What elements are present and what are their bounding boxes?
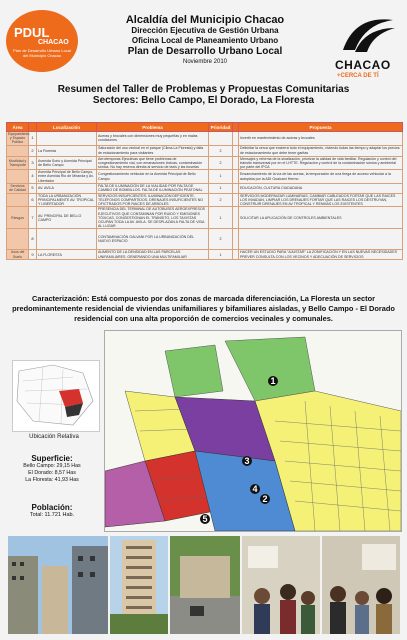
map-marker-2-label: 2	[262, 494, 268, 504]
poster-date: Noviembre 2010	[182, 59, 228, 65]
row-problem: PRESENCIA DEL TERMINAL DE AUTOBUSES AEROEXPRESOS EJECUTIVOS QUE CONTAMINAN POR RUIDO Y EMISIONES TÓXICAS, CONGESTIONAN EL TRÁNSITO, LOS TAXISTAS OCUPAN TODA LA AV. AVILA. SE DESPLAZAN A FALTA DE VIDA AL LUGAR	[97, 207, 209, 229]
col-header-location: Localización	[37, 123, 97, 132]
plan-name: Plan de Desarrollo Urbano Local	[127, 46, 283, 57]
row-proposal: HACER UN ESTUDIO PARA "AJUSTAR" LA ZONIFICACIÓN Y EN LAS NUEVAS NECESIDADES PREVER CONSULTA CON LOS VECINOS Y ADECUACIÓN DE SERVICIOS	[239, 250, 403, 259]
row-location: AV. AVILA	[37, 183, 97, 193]
summary-table	[6, 122, 403, 260]
photo-strip	[8, 536, 400, 634]
chacao-emblem-icon	[335, 10, 401, 58]
table-row	[7, 132, 403, 146]
photo-buildings	[8, 536, 108, 634]
row-priority: 2	[209, 156, 233, 170]
map-marker-1-label: 1	[270, 376, 276, 386]
row-area: Movilidad y Transporte	[7, 156, 29, 170]
row-number: 6	[29, 193, 37, 207]
surface-heading: Superficie:	[31, 454, 73, 463]
row-number: 2	[29, 145, 37, 156]
row-location: Avenida Sorio y Avenida Principal de Bello Campo	[37, 156, 97, 170]
row-location	[37, 229, 97, 250]
row-location: LA FLORESTA	[37, 250, 97, 259]
row-number: 7	[29, 207, 37, 229]
table-row	[7, 170, 403, 184]
table-row	[7, 193, 403, 207]
table-row	[7, 145, 403, 156]
location-map-caption: Ubicación Relativa	[29, 434, 79, 440]
row-location: AV. PRINCIPAL DE BELLO CAMPO	[37, 207, 97, 229]
surface-bello-campo: Bello Campo: 29,15 Has	[23, 463, 81, 469]
table-row	[7, 183, 403, 193]
population-heading: Población:	[31, 503, 73, 512]
row-proposal	[239, 229, 403, 250]
map-marker-4-label: 4	[252, 484, 258, 494]
summary-title: Resumen del Taller de Problemas y Propuestas Comunitarias	[57, 84, 350, 95]
row-problem: Aceras y brocales con dimensiones muy pequeñas y en malas condiciones	[97, 132, 209, 146]
table-row	[7, 229, 403, 250]
row-priority: 2	[209, 145, 233, 156]
row-number: 5	[29, 183, 37, 193]
row-proposal: Invertir en mantenimiento de aceras y brocales	[239, 132, 403, 146]
row-proposal: Ensanchamiento de la vía de las aceras, la temporación de una tirega de acceso vehicular a la autopista por la ADI Guaicaní Hermo	[239, 170, 403, 184]
summary-sectors: Sectores: Bello Campo, El Dorado, La Floresta	[92, 95, 315, 106]
pdul-logo-caption: Plan de Desarrollo Urbano Local del Municipio Chacao	[13, 48, 71, 58]
zoning-map	[104, 330, 402, 532]
zoning-map-drawing	[105, 331, 401, 531]
location-map-drawing	[13, 361, 99, 431]
location-map	[12, 360, 100, 432]
row-priority: 1	[209, 250, 233, 259]
surface-el-dorado: El Dorado: 8,57 Has	[28, 470, 76, 476]
chacao-logo-name: CHACAO	[335, 58, 391, 72]
characterization-text: Caracterización: Está compuesto por dos zonas de marcada diferenciación, La Floresta un sector predominantemente residencial de viviendas unifamiliares y bifamiliares aisladas, y Bello Campo - El Dorado residencial con una alta proporción de comercios vecinales y comunales.	[12, 294, 395, 323]
table-row	[7, 156, 403, 170]
row-area: Servicios de Calidad	[7, 183, 29, 193]
department-2: Oficina Local de Planeamiento Urbano	[131, 36, 279, 45]
row-number: 9	[29, 250, 37, 259]
row-priority: 2	[209, 229, 233, 250]
map-marker-5-label: 5	[202, 514, 208, 524]
row-problem: AUMENTO DE LA DENSIDAD EN LAS PARCELAS UNIFAMILIARES. GENERANDO UNA MULTIFAMILIAR	[97, 250, 209, 259]
department-1: Dirección Ejecutiva de Gestión Urbana	[131, 26, 279, 35]
photo-workshop-1	[242, 536, 320, 634]
org-name: Alcaldía del Municipio Chacao	[125, 14, 285, 26]
row-problem: Congestionamiento vehicular en la Avenida Principal de Bello Campo	[97, 170, 209, 184]
table-row	[7, 250, 403, 259]
row-location: Avenida Principal de Bello Campo, entre Avenida Rio de Miranda y Av. Libertador	[37, 170, 97, 184]
row-area	[7, 229, 29, 250]
row-area: Equipamiento y Espacio Público	[8, 132, 30, 145]
chacao-logo-tagline: +CERCA DE TÍ	[337, 73, 379, 79]
row-number: 8	[29, 229, 37, 250]
row-location: La Floresta	[37, 145, 97, 156]
row-location: TODA LA URBANIZACIÓN PRINCIPALMENTE AV. TROPICAL Y LIBERTADOR	[37, 193, 97, 207]
row-number: 1	[29, 132, 37, 146]
row-priority: 1	[209, 207, 233, 229]
row-problem: Saturación del uso vecinal en el parque (Clima-La Floresta) y falta de estacionamiento para visitantes	[97, 145, 209, 156]
row-area	[7, 170, 29, 184]
chacao-logo	[335, 10, 401, 80]
surface-block	[8, 454, 96, 484]
row-priority	[209, 132, 233, 146]
table-row	[7, 207, 403, 229]
col-header-problem: Problema	[97, 123, 209, 132]
row-number: 3	[29, 156, 37, 170]
col-header-number	[29, 123, 37, 132]
photo-workshop-2	[322, 536, 400, 634]
row-problem: FALTA DE ILUMINACIÓN DE LA VIALIDAD POR FALTA DE CAMBIO DE BOMBILLOS. FALTA DE ILUMINACIÓN PEATONAL	[97, 183, 209, 193]
row-proposal: SOLICITAR LA APLICACIÓN DE CONTROLES AMBIENTALES	[239, 207, 403, 229]
row-problem: CONTAMINACIÓN GALVANI FOR LA URBANIZACIÓN DEL NUEVO ESPACIO	[97, 229, 209, 250]
map-marker-3-label: 3	[244, 456, 250, 466]
row-proposal: SERVICIOS MODERNIZAR LUMINARIAS, CAMBIAR CABLEADOS FORTAR QUE LAS RAICES LOS INVADAN, LIMPIAR LOS DRENAJES FORTAR QUE LAS RAICES LOS DESTRUYAN, CONSTRUIR DRENAJES EN AV TROPICAL Y RENMAS LOS EXISTENTES	[239, 193, 403, 207]
row-number: 4	[29, 170, 37, 184]
population-block	[8, 503, 96, 518]
header-titles	[90, 14, 320, 65]
row-problem: SERVICIOS INSUFICIENTES: ILUMINACIÓN DEFICIENTE, TELÉFONOS COMPARTIDOS, DRENAJES INSUFICIENTES NO OFICTRADOS POR RAICES DE ARBOLES	[97, 193, 209, 207]
population-total: Total: 11.721 Hab.	[29, 512, 75, 518]
row-priority: 1	[209, 183, 233, 193]
row-proposal: EDUCACIÓN, CULTURA CIUDADANA	[239, 183, 403, 193]
col-header-priority: Prioridad	[209, 123, 233, 132]
row-proposal: Mensajes y reforma de la sinalización, priorizar la calidad de vida familiar. Regulación y control del tránsito transversal por en el LHTTE. Regulación y control de la contaminación sónica y ambiental por parte del IPCA	[239, 156, 403, 170]
col-header-area: Área	[7, 123, 29, 132]
col-header-proposal: Propuesta	[239, 123, 403, 132]
photo-street	[170, 536, 240, 634]
table-header-row	[7, 123, 403, 132]
pdul-logo-title: PDUL	[14, 25, 50, 40]
row-proposal: Delimitar la cerca que encierra todo el equipamiento, viviendo todas las tiempo y adaptar los precios de estacionamiento que debe tener garitas	[239, 145, 403, 156]
photo-tower	[110, 536, 168, 634]
pdul-logo-subtitle: CHACAO	[38, 39, 69, 46]
row-area	[7, 193, 29, 207]
row-area: Riesgos	[7, 207, 29, 229]
row-area: Usos del Suelo	[7, 250, 29, 259]
pdul-logo	[6, 10, 78, 72]
row-area	[7, 145, 29, 156]
row-problem: Aerotemporas Ejecutivas que tiene problemas de congestionamiento vial, con emanaciones tóxicas, contaminación sónica. No hay reserva directa al servicio de taxis y las busetas	[97, 156, 209, 170]
row-priority: 2	[209, 193, 233, 207]
summary-titles	[10, 84, 397, 106]
surface-la-floresta: La Floresta: 41,93 Has	[25, 477, 79, 483]
row-location	[37, 132, 97, 146]
row-priority: 1	[209, 170, 233, 184]
